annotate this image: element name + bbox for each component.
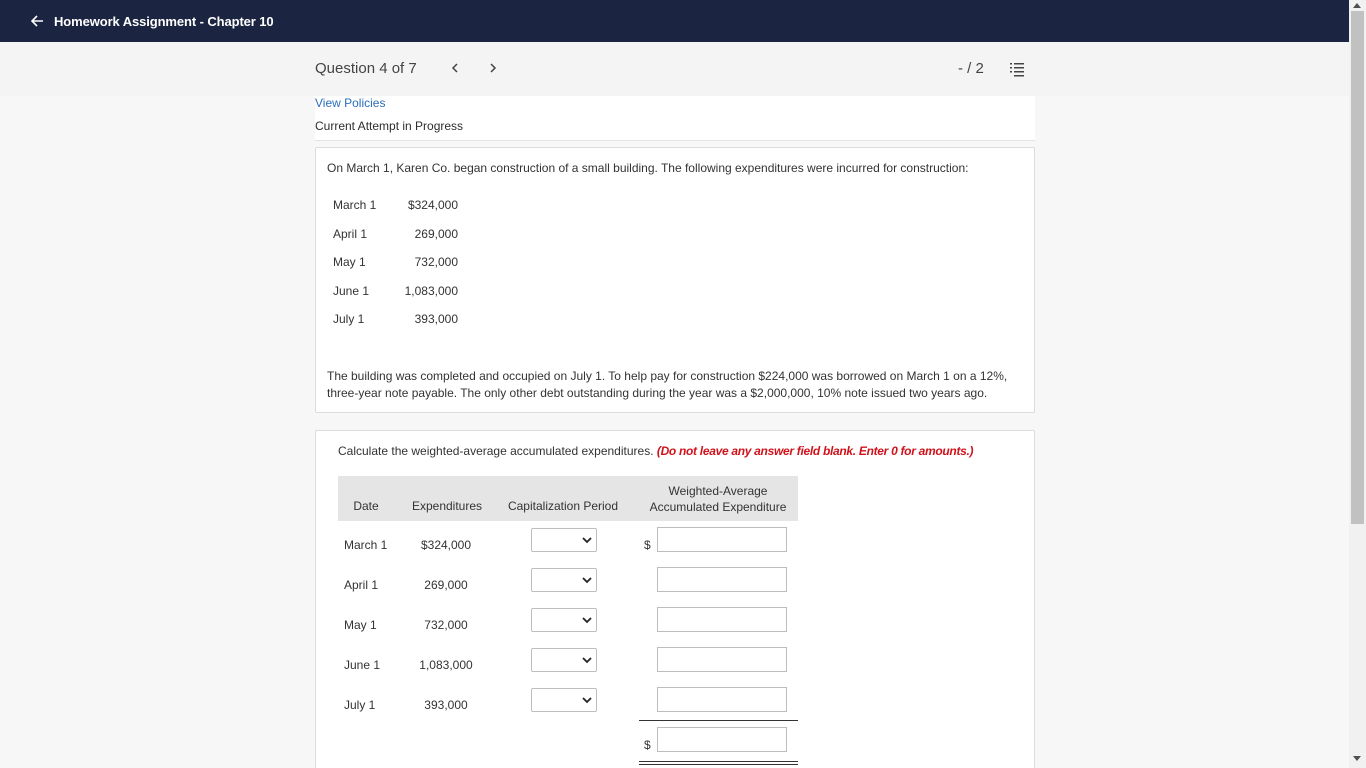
- total-double-underline: [639, 764, 798, 765]
- row-date: June 1: [344, 658, 381, 672]
- chevron-down-icon: [582, 535, 592, 545]
- chevron-down-icon: [582, 695, 592, 705]
- total-weighted-average-input[interactable]: [657, 727, 787, 752]
- row-expenditure: 393,000: [424, 698, 468, 712]
- weighted-average-input[interactable]: [657, 687, 787, 712]
- capitalization-period-select[interactable]: [531, 568, 597, 592]
- assignment-title: Homework Assignment - Chapter 10: [54, 13, 274, 29]
- header-expenditures: Expenditures: [411, 499, 483, 513]
- arrow-left-icon[interactable]: [27, 11, 47, 31]
- header-weighted-line2: Accumulated Expenditure: [649, 500, 787, 514]
- weighted-average-input[interactable]: [657, 607, 787, 632]
- row-date: July 1: [344, 698, 376, 712]
- expenditure-amount: $324,000: [407, 198, 458, 212]
- expenditure-date: May 1: [333, 255, 366, 269]
- total-double-underline: [639, 761, 798, 762]
- question-list-icon[interactable]: [1009, 61, 1025, 77]
- row-expenditure: $324,000: [420, 538, 472, 552]
- instruction-text: Calculate the weighted-average accumulated expenditures.: [338, 444, 654, 458]
- row-date: March 1: [344, 538, 388, 552]
- dollar-sign: $: [644, 738, 651, 752]
- weighted-average-input[interactable]: [657, 527, 787, 552]
- view-policies-link[interactable]: View Policies: [315, 96, 386, 110]
- problem-details: The building was completed and occupied on July 1. To help pay for construction $224,000 was borrowed on March 1 on a 12%, three-year note payable. The only other debt outstanding during the year was a $2,000,000, 10% note issued two years ago.: [327, 369, 1008, 400]
- expenditure-amount: 732,000: [414, 255, 458, 269]
- expenditure-amount: 393,000: [414, 312, 458, 326]
- dollar-sign: $: [644, 538, 651, 552]
- expenditure-date: June 1: [333, 283, 370, 298]
- header-weighted-line1: Weighted-Average: [668, 484, 768, 498]
- weighted-average-input[interactable]: [657, 647, 787, 672]
- capitalization-period-select[interactable]: [531, 528, 597, 552]
- question-score: - / 2: [958, 60, 984, 77]
- attempt-status: Current Attempt in Progress: [315, 119, 464, 133]
- question-counter: Question 4 of 7: [315, 60, 417, 77]
- row-date: April 1: [344, 578, 379, 592]
- total-divider: [639, 720, 798, 721]
- header-capitalization-period: Capitalization Period: [507, 499, 619, 513]
- chevron-down-icon: [582, 575, 592, 585]
- problem-intro: On March 1, Karen Co. began construction of a small building. The following expenditures were incurred for construction:: [327, 161, 969, 175]
- problem-statement: [315, 147, 1035, 413]
- scroll-down-icon[interactable]: [1353, 756, 1361, 761]
- weighted-average-input[interactable]: [657, 567, 787, 592]
- capitalization-period-select[interactable]: [531, 688, 597, 712]
- total-row: [338, 734, 798, 768]
- capitalization-period-select[interactable]: [531, 648, 597, 672]
- chevron-down-icon: [582, 615, 592, 625]
- instruction-note: (Do not leave any answer field blank. Enter 0 for amounts.): [656, 444, 974, 458]
- table-header: [338, 476, 798, 521]
- chevron-down-icon: [582, 655, 592, 665]
- attempt-panel: [315, 96, 1035, 141]
- expenditure-date: April 1: [333, 226, 368, 241]
- header-date: Date: [353, 499, 379, 513]
- capitalization-period-select[interactable]: [531, 608, 597, 632]
- chevron-left-icon[interactable]: [447, 58, 463, 78]
- expenditure-amount: 269,000: [414, 226, 458, 241]
- header-weighted-average: [638, 483, 798, 515]
- expenditure-date: July 1: [333, 312, 365, 326]
- expenditure-amount: 1,083,000: [404, 283, 458, 298]
- scroll-up-icon[interactable]: [1353, 3, 1361, 8]
- row-date: May 1: [344, 618, 377, 632]
- question-nav-bar: [0, 42, 1349, 96]
- calc-instruction: [338, 444, 973, 458]
- scrollbar-thumb[interactable]: [1351, 11, 1364, 524]
- row-expenditure: 1,083,000: [419, 658, 473, 672]
- chevron-right-icon[interactable]: [485, 58, 501, 78]
- row-expenditure: 732,000: [424, 618, 468, 632]
- calculation-panel: [315, 430, 1035, 768]
- top-bar: [0, 0, 1349, 42]
- expenditure-date: March 1: [333, 198, 377, 212]
- page-scrollbar[interactable]: [1349, 0, 1366, 768]
- row-expenditure: 269,000: [424, 578, 468, 592]
